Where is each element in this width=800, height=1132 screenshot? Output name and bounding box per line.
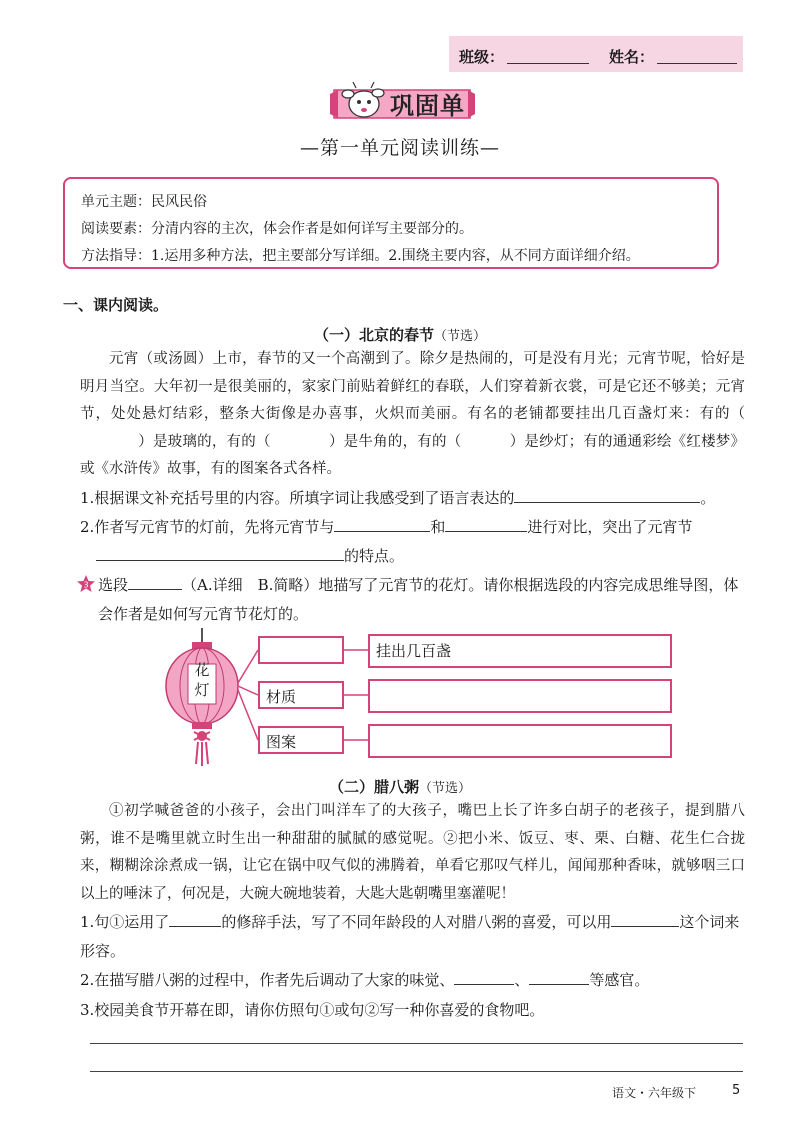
q2-1-text-b: 的修辞手法，写了不同年龄段的人对腊八粥的喜爱，可以用 bbox=[221, 913, 612, 931]
answer-line-2[interactable] bbox=[90, 1071, 743, 1072]
lantern-mindmap bbox=[158, 628, 678, 768]
q2-3-text: 3.校园美食节开幕在即，请你仿照句①或句②写一种你喜爱的食物吧。 bbox=[80, 1001, 545, 1019]
star-icon bbox=[76, 574, 96, 594]
q2-2-answer-a[interactable] bbox=[454, 968, 514, 985]
mindmap-answer-1-text: 挂出几百盏 bbox=[376, 642, 452, 660]
lantern-label: 花灯 bbox=[194, 661, 210, 699]
class-field[interactable] bbox=[507, 63, 589, 64]
passage2-note: （节选） bbox=[419, 781, 472, 796]
passage2-title-text: （二）腊八粥 bbox=[328, 778, 419, 796]
q2-1-answer-b[interactable] bbox=[611, 910, 679, 927]
unit-theme-box bbox=[63, 177, 719, 269]
mindmap-answer-3[interactable] bbox=[368, 724, 672, 758]
question-1-2 bbox=[80, 513, 750, 571]
class-label: 班级： bbox=[459, 48, 505, 66]
pattern-label: 图案 bbox=[266, 733, 297, 751]
q1-1-end: 。 bbox=[700, 489, 716, 507]
passage1-note: （节选） bbox=[434, 329, 487, 344]
q1-2-answer-b[interactable] bbox=[445, 515, 527, 532]
deer-mascot-icon bbox=[338, 80, 386, 120]
q2-2-text-c: 等感官。 bbox=[589, 971, 650, 989]
q1-3-text-a: 选段 bbox=[98, 576, 129, 594]
q1-1-answer[interactable] bbox=[514, 486, 700, 503]
passage1-text-c: ）是牛角的，有的（ bbox=[328, 433, 462, 450]
passage2-title bbox=[0, 776, 800, 797]
passage1-text-d: ）是纱灯；有的通通彩绘《红楼梦》或《水浒传》故事，有的图案各式各样。 bbox=[80, 433, 746, 477]
passage1-text-b: ）是玻璃的，有的（ bbox=[138, 433, 271, 450]
q2-1-text-a: 1.句①运用了 bbox=[80, 913, 170, 931]
material-label: 材质 bbox=[266, 688, 297, 706]
question-1-3 bbox=[98, 571, 750, 629]
question-2-2 bbox=[80, 966, 750, 995]
page-number: 5 bbox=[732, 1083, 741, 1098]
mindmap-answer-1 bbox=[368, 634, 672, 668]
mindmap-box-1[interactable] bbox=[258, 636, 344, 664]
blank-1[interactable] bbox=[80, 430, 138, 446]
passage1-text-a: 元宵（或汤圆）上市，春节的又一个高潮到了。除夕是热闹的，可是没有月光；元宵节呢，恰好是明月当空。大年初一是很美丽的，家家门前贴着鲜红的春联，人们穿着新衣裳，可是它还不够美；元宵节，处处悬灯结彩，整条大街像是办喜事，火炽而美丽。有名的老铺都要挂出几百盏灯来：有的（ bbox=[80, 351, 745, 422]
question-1-1 bbox=[80, 484, 750, 513]
q1-3-text-b: （A.详细 B.简略）地描写了元宵节的花灯。请你根据选段的内容完成思维导图，体会作者是如何写元宵节花灯的。 bbox=[98, 576, 739, 623]
q2-2-text-b: 、 bbox=[514, 971, 530, 989]
mindmap-answer-2[interactable] bbox=[368, 679, 672, 713]
passage2-text bbox=[80, 798, 745, 908]
blank-2[interactable] bbox=[271, 430, 329, 446]
q1-1-text: 1.根据课文补充括号里的内容。所填字词让我感受到了语言表达的 bbox=[80, 489, 515, 507]
student-info-box bbox=[449, 36, 743, 72]
reading-element-line: 阅读要素：分清内容的主次，体会作者是如何详写主要部分的。 bbox=[81, 221, 473, 237]
mindmap-box-pattern bbox=[258, 726, 344, 754]
q1-3-answer[interactable] bbox=[128, 573, 182, 590]
passage1-title-text: （一）北京的春节 bbox=[313, 326, 434, 344]
unit-title: —第一单元阅读训练— bbox=[299, 137, 500, 159]
footer-subject: 语文・六年级下 bbox=[612, 1086, 697, 1100]
mindmap-box-material bbox=[258, 681, 344, 709]
question-2-1 bbox=[80, 908, 750, 966]
question-2-3 bbox=[80, 996, 750, 1025]
q1-2-text-c: 进行对比，突出了元宵节 bbox=[527, 518, 693, 536]
q1-2-text-d: 的特点。 bbox=[344, 547, 405, 565]
q2-1-answer-a[interactable] bbox=[169, 910, 221, 927]
method-guide-line: 方法指导：1.运用多种方法，把主要部分写详细。2.围绕主要内容，从不同方面详细介绍。 bbox=[81, 248, 640, 264]
theme-line: 单元主题：民风民俗 bbox=[81, 194, 207, 210]
name-field[interactable] bbox=[657, 63, 737, 64]
passage1-title bbox=[0, 324, 800, 345]
q2-2-text-a: 2.在描写腊八粥的过程中，作者先后调动了大家的味觉、 bbox=[80, 971, 455, 989]
q1-2-text-a: 2.作者写元宵节的灯前，先将元宵节与 bbox=[80, 518, 335, 536]
svg-text:3: 3 bbox=[83, 580, 89, 590]
q1-2-text-b: 和 bbox=[430, 518, 446, 536]
name-label: 姓名： bbox=[609, 48, 655, 66]
q2-2-answer-b[interactable] bbox=[529, 968, 589, 985]
passage1-text bbox=[80, 346, 745, 484]
q1-2-answer-a[interactable] bbox=[334, 515, 430, 532]
q2-1-text-c: 这个词来形容。 bbox=[80, 913, 740, 960]
logo bbox=[330, 80, 475, 122]
section-title: 一、课内阅读。 bbox=[63, 296, 169, 314]
passage2-paragraph: ①初学喊爸爸的小孩子，会出门叫洋车了的大孩子，嘴巴上长了许多白胡子的老孩子，提到腊八粥，谁不是嘴里就立时生出一种甜甜的腻腻的感觉呢。②把小米、饭豆、枣、栗、白糖、花生仁合拢来，糊糊涂涂煮成一锅，让它在锅中叹气似的沸腾着，单看它那叹气样儿，闻闻那种香味，就够咽三口以上的唾沫了，何况是，大碗大碗地装着，大匙大匙朝嘴里塞灌呢！ bbox=[80, 803, 745, 902]
answer-line-1[interactable] bbox=[90, 1043, 743, 1044]
blank-3[interactable] bbox=[461, 430, 509, 446]
logo-title: 巩固单 bbox=[390, 92, 465, 120]
q1-2-answer-c[interactable] bbox=[96, 544, 344, 561]
